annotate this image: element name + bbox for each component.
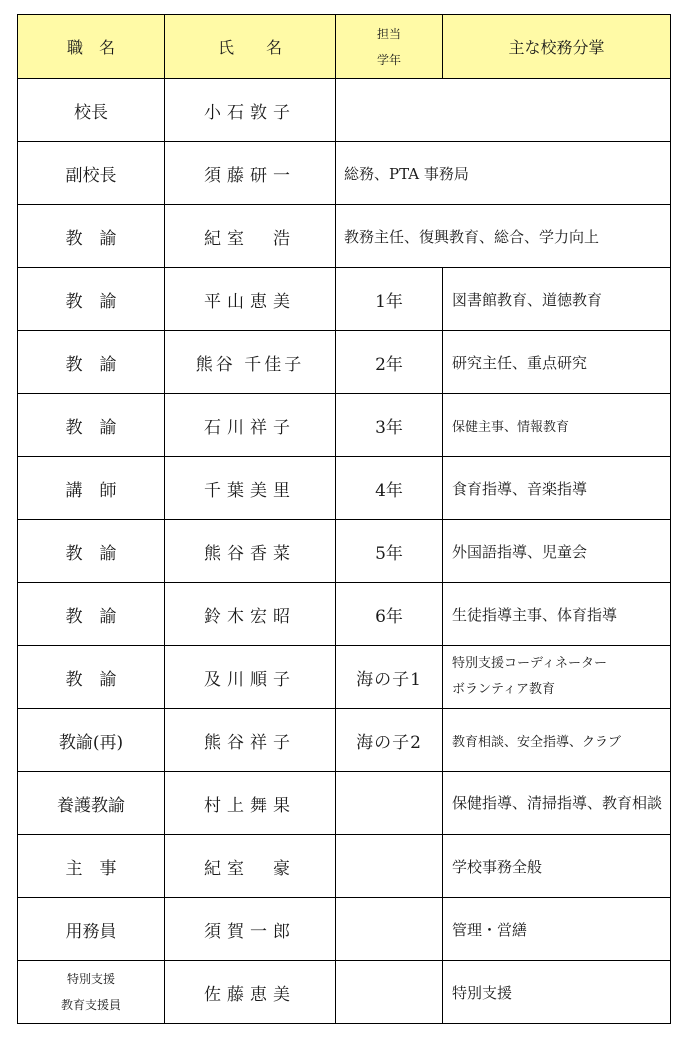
duties-cell: 総務、PTA 事務局 (336, 142, 671, 205)
grade-cell: 1年 (336, 268, 443, 331)
duties-cell (443, 646, 671, 709)
role-line2: 教育支援員 (60, 998, 121, 1012)
name-cell: 熊谷香菜 (165, 520, 336, 583)
name-cell: 佐藤恵美 (165, 961, 336, 1024)
duties-cell: 特別支援 (443, 961, 671, 1024)
duties-cell: 保健指導、清掃指導、教育相談 (443, 772, 671, 835)
role-cell: 教 諭 (18, 583, 165, 646)
table-row (18, 583, 671, 646)
role-cell: 主 事 (18, 835, 165, 898)
grade-cell (336, 772, 443, 835)
header-grade-line2: 学年 (376, 52, 401, 67)
table-row (18, 394, 671, 457)
role-cell: 教 諭 (18, 520, 165, 583)
staff-table (17, 14, 671, 1024)
role-cell: 副校長 (18, 142, 165, 205)
role-cell: 教諭(再) (18, 709, 165, 772)
header-name: 氏 名 (165, 15, 336, 79)
role-cell: 教 諭 (18, 646, 165, 709)
grade-cell (336, 835, 443, 898)
role-cell: 用務員 (18, 898, 165, 961)
grade-cell (336, 961, 443, 1024)
duties-cell: 教育相談、安全指導、クラブ (443, 709, 671, 772)
duties-cell: 学校事務全般 (443, 835, 671, 898)
role-cell: 校長 (18, 79, 165, 142)
name-cell: 千葉美里 (165, 457, 336, 520)
duties-line2: ボランティア教育 (452, 682, 555, 697)
table-row (18, 268, 671, 331)
grade-cell: 海の子1 (336, 646, 443, 709)
header-grade (336, 15, 443, 79)
role-line1: 特別支援 (66, 972, 115, 986)
table-header-row (18, 15, 671, 79)
name-cell: 熊谷祥子 (165, 709, 336, 772)
grade-cell (336, 898, 443, 961)
grade-cell: 5年 (336, 520, 443, 583)
table-row (18, 835, 671, 898)
name-cell: 村上舞果 (165, 772, 336, 835)
header-duties: 主な校務分掌 (443, 15, 671, 79)
duties-cell: 保健主事、情報教育 (443, 394, 671, 457)
name-cell: 鈴木宏昭 (165, 583, 336, 646)
table-row (18, 79, 671, 142)
header-grade-line1: 担当 (376, 26, 401, 41)
name-cell: 熊谷 千佳子 (165, 331, 336, 394)
header-role: 職 名 (18, 15, 165, 79)
name-cell: 紀室 豪 (165, 835, 336, 898)
table-row (18, 520, 671, 583)
table-row (18, 898, 671, 961)
table-row (18, 331, 671, 394)
name-cell: 平山恵美 (165, 268, 336, 331)
grade-cell: 6年 (336, 583, 443, 646)
name-cell: 石川祥子 (165, 394, 336, 457)
duties-cell: 生徒指導主事、体育指導 (443, 583, 671, 646)
duties-cell: 管理・営繕 (443, 898, 671, 961)
table-row (18, 205, 671, 268)
grade-cell: 海の子2 (336, 709, 443, 772)
role-cell: 養護教諭 (18, 772, 165, 835)
duties-cell: 食育指導、音楽指導 (443, 457, 671, 520)
grade-cell: 3年 (336, 394, 443, 457)
grade-cell: 4年 (336, 457, 443, 520)
role-cell: 教 諭 (18, 205, 165, 268)
role-cell (18, 961, 165, 1024)
name-cell: 須藤研一 (165, 142, 336, 205)
duties-cell: 図書館教育、道徳教育 (443, 268, 671, 331)
role-cell: 教 諭 (18, 394, 165, 457)
table-row (18, 457, 671, 520)
name-cell: 須賀一郎 (165, 898, 336, 961)
name-cell: 小石敦子 (165, 79, 336, 142)
table-row (18, 961, 671, 1024)
duties-cell: 教務主任、復興教育、総合、学力向上 (336, 205, 671, 268)
table-row (18, 142, 671, 205)
duties-cell: 外国語指導、児童会 (443, 520, 671, 583)
table-row (18, 772, 671, 835)
role-cell: 教 諭 (18, 331, 165, 394)
table-row (18, 646, 671, 709)
duties-cell (336, 79, 671, 142)
table-row (18, 709, 671, 772)
role-cell: 教 諭 (18, 268, 165, 331)
duties-cell: 研究主任、重点研究 (443, 331, 671, 394)
grade-cell: 2年 (336, 331, 443, 394)
name-cell: 紀室 浩 (165, 205, 336, 268)
name-cell: 及川順子 (165, 646, 336, 709)
role-cell: 講 師 (18, 457, 165, 520)
duties-line1: 特別支援コーディネーター (452, 656, 607, 671)
